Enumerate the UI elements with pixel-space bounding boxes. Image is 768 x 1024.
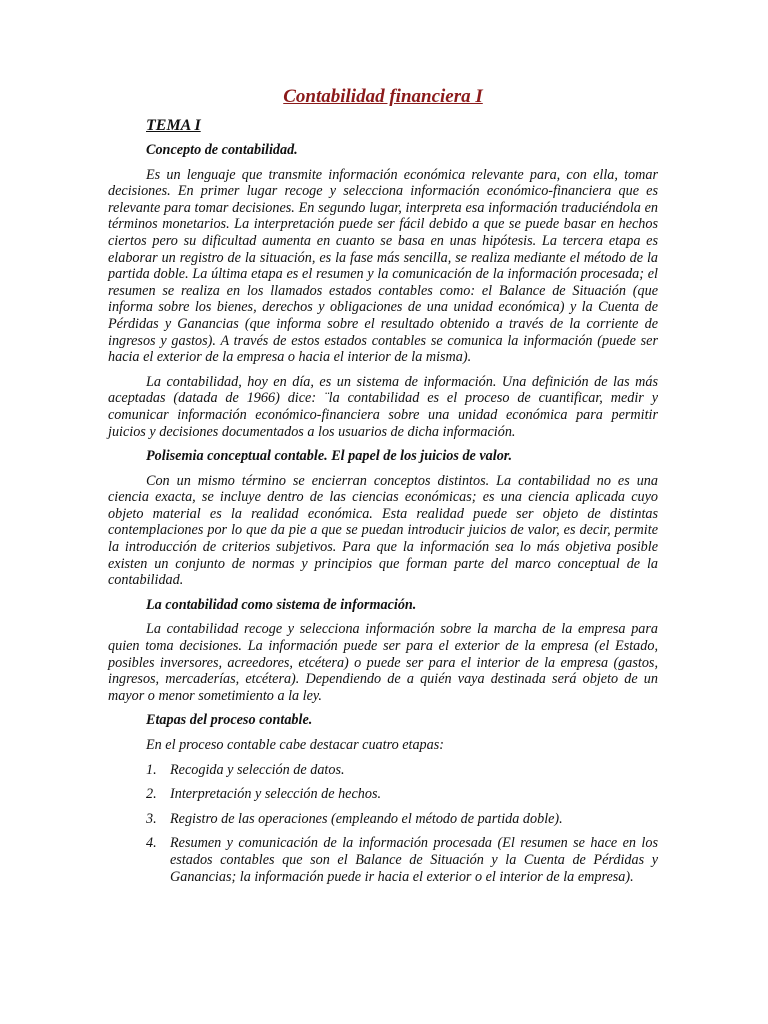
section-sistema-informacion [108,597,658,705]
section-polisemia [108,448,658,589]
tema-heading: TEMA I [146,117,201,134]
list-item-text: Interpretación y selección de hechos. [170,786,382,803]
list-item-number: 2. [146,786,157,803]
list-item-number: 3. [146,810,157,827]
document-title: Contabilidad financiera I [283,86,483,107]
paragraph: Con un mismo término se encierran conceptos distintos. La contabilidad no es una ciencia exacta, se incluye dentro de las ciencias económicas; es una ciencia aplicada cuyo objeto material es la realidad económica. Esta realidad puede ser objeto de distintas contemplaciones por lo que da pie a que se puedan introducir juicios de valor, es decir, permite la introducción de criterios subjetivos. Para que la información sea lo más objetiva posible existen un conjunto de normas y principios que forman parte del marco conceptual de la contabilidad. [108,472,658,589]
section-concepto [108,142,658,440]
list-item-text: Resumen y comunicación de la información procesada (El resumen se hace en los estados contables que son el Balance de Situación y la Cuenta de Pérdidas y Ganancias; la información puede ir hacia el exterior o el interior de la empresa). [170,835,658,885]
etapas-list [108,762,658,886]
list-item-number: 1. [146,761,157,778]
section-heading: Concepto de contabilidad. [146,142,298,158]
paragraph: La contabilidad recoge y selecciona información sobre la marcha de la empresa para quien toma decisiones. La información puede ser para el exterior de la empresa (el Estado, posibles inversores, acreedores, etcétera) o puede ser para el interior de la empresa (gastos, ingresos, mercaderías, etcétera). Dependiendo de a quién vaya destinada será objeto de un mayor o menor sometimiento a la ley. [108,621,658,704]
paragraph: La contabilidad, hoy en día, es un sistema de información. Una definición de las más aceptadas (datada de 1966) dice: ¨la contabilidad es el proceso de cuantificar, medir y comunicar información económico-financiera sobre una unidad económica para permitir juicios y decisiones documentados a los usuarios de dicha información. [108,373,658,440]
section-heading: La contabilidad como sistema de información. [146,596,417,613]
list-item [146,786,658,803]
list-item-text: Recogida y selección de datos. [170,761,345,778]
paragraph: Es un lenguaje que transmite información económica relevante para, con ella, tomar decisiones. En primer lugar recoge y selecciona información económico-financiera que es relevante para tomar decisiones. En segundo lugar, interpreta esa información traduciéndola en términos monetarios. La interpretación puede ser fácil debido a que se puede basar en hechos ciertos pero su dificultad aumenta en cuanto se basa en unas hipótesis. La tercera etapa es elaborar un registro de la situación, es la fase más sencilla, se realiza mediante el método de la partida doble. La última etapa es el resumen y la comunicación de la información procesada; el resumen se realiza en los llamados estados contables como: el Balance de Situación (que informa sobre los bienes, derechos y obligaciones de una unidad económica) y la Cuenta de Pérdidas y Ganancias (que informa sobre el resultado obtenido a través de la corriente de ingresos y gastos). A través de estos estados contables se comunica la información (puede ser hacia el exterior de la empresa o hacia el interior de la misma). [108,166,658,366]
section-heading: Etapas del proceso contable. [146,712,313,729]
section-etapas [108,712,658,885]
list-item-text: Registro de las operaciones (empleando el método de partida doble). [170,810,563,827]
list-item [146,762,658,779]
list-item [146,811,658,828]
list-item [146,835,658,885]
list-item-number: 4. [146,835,157,852]
section-heading: Polisemia conceptual contable. El papel de los juicios de valor. [146,448,513,465]
etapas-intro: En el proceso contable cabe destacar cuatro etapas: [146,737,444,753]
document-content [108,86,658,893]
